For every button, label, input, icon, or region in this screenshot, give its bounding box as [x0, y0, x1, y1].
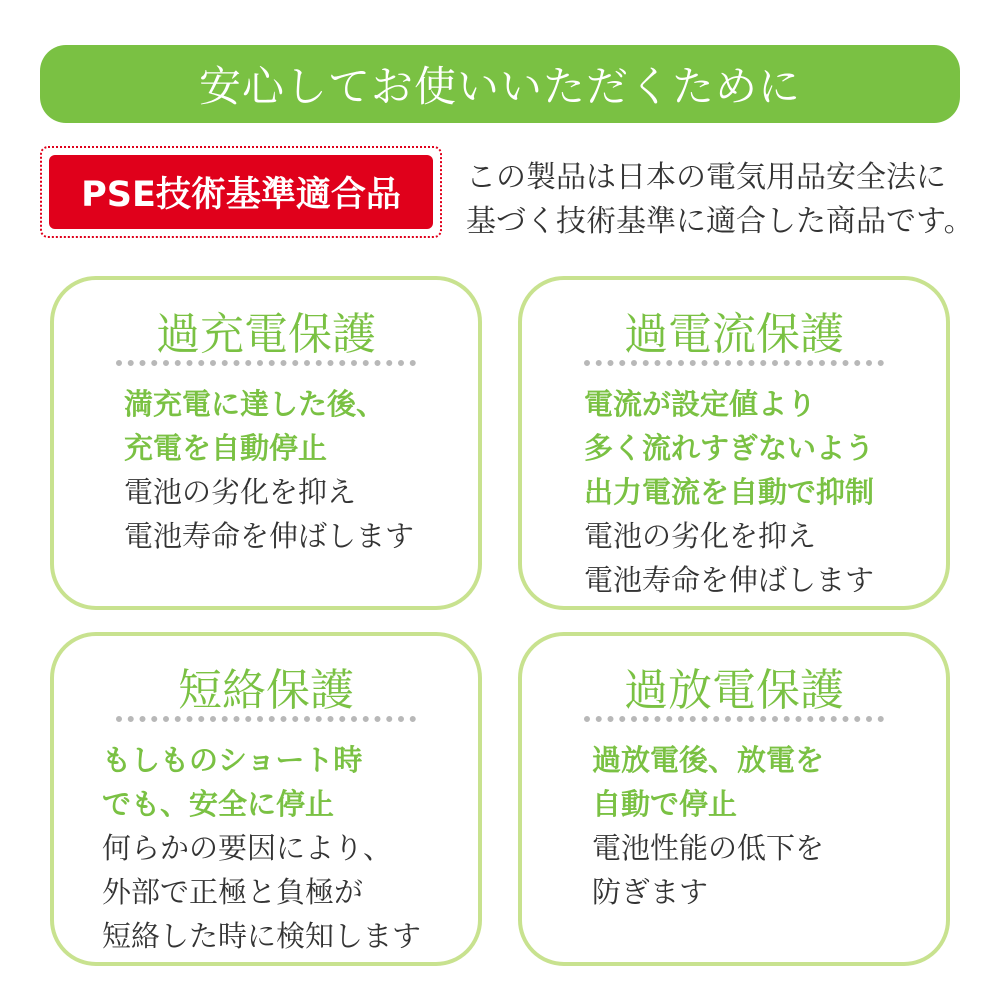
page-title: 安心してお使いいただくために: [198, 62, 801, 111]
pse-badge-label: PSE技術基準適合品: [81, 175, 401, 215]
card-text-line: 電池性能の低下を: [592, 831, 825, 865]
card-title: 過充電保護: [156, 309, 376, 360]
pse-badge: [49, 155, 433, 229]
card-overdischarge-protection: [518, 632, 950, 966]
dotted-divider: [584, 360, 884, 366]
card-text-line: 何らかの要因により、: [102, 831, 393, 865]
card-title: 短絡保護: [178, 665, 354, 716]
card-highlight-line: 過放電後、放電を: [592, 743, 825, 777]
dotted-divider: [584, 716, 884, 722]
card-title: 過電流保護: [624, 309, 844, 360]
dotted-divider: [116, 716, 416, 722]
card-text-line: 外部で正極と負極が: [102, 875, 364, 909]
card-body: [584, 382, 874, 602]
card-body: [102, 738, 421, 958]
card-highlight-line: 自動で停止: [592, 787, 738, 821]
card-highlight-line: 電流が設定値より: [584, 387, 817, 421]
card-highlight-line: 出力電流を自動で抑制: [584, 475, 875, 509]
card-highlight-line: もしものショート時: [102, 743, 363, 777]
pse-description: [466, 156, 986, 244]
card-highlight-line: 満充電に達した後、: [124, 387, 386, 421]
pse-badge-frame: [40, 146, 442, 238]
card-text-line: 電池寿命を伸ばします: [584, 563, 875, 597]
card-body: [124, 382, 414, 558]
card-highlight-line: 充電を自動停止: [124, 431, 328, 465]
pse-description-line: この製品は日本の電気用品安全法に: [466, 160, 946, 195]
pse-description-line: 基づく技術基準に適合した商品です。: [466, 204, 974, 239]
header-banner: [40, 45, 960, 123]
card-highlight-line: でも、安全に停止: [102, 787, 335, 821]
card-text-line: 電池の劣化を抑え: [124, 475, 357, 509]
card-highlight-line: 多く流れすぎないよう: [584, 431, 875, 465]
card-text-line: 防ぎます: [592, 875, 709, 909]
card-overcharge-protection: [50, 276, 482, 610]
card-body: [592, 738, 824, 914]
card-short-circuit-protection: [50, 632, 482, 966]
card-title: 過放電保護: [624, 665, 844, 716]
card-text-line: 電池の劣化を抑え: [584, 519, 817, 553]
card-text-line: 短絡した時に検知します: [102, 919, 422, 953]
card-text-line: 電池寿命を伸ばします: [124, 519, 415, 553]
dotted-divider: [116, 360, 416, 366]
card-overcurrent-protection: [518, 276, 950, 610]
